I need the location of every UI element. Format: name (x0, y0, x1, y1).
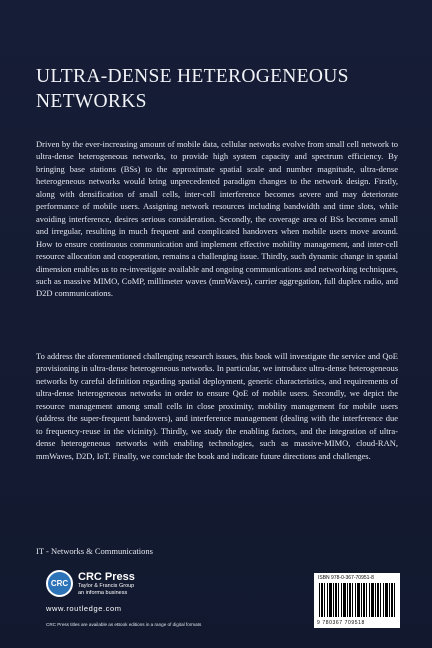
barcode-number: 9 780367 709518 (317, 620, 365, 626)
barcode (314, 573, 400, 628)
publisher-name-block (78, 571, 135, 597)
description-paragraph-2: To address the aforementioned challenging research issues, this book will investigate the service and QoE provisioning in ultra-dense heterogeneous networks. In particular, we introduce ultra-dense heterogeneous networks by careful definition regarding spatial deployment, generic characteristics, and requirements of ultra-dense heterogeneous networks in order to ensure QoE of mobile users. Secondly, we depict the resource management among small cells in close proximity, mobility management for mobile users (address the super-frequent handovers), and interference management (dealing with the interference due to frequency-reuse in the vicinity). Thirdly, we study the enabling factors, and the integration of ultra-dense heterogeneous networks with enabling technologies, such as massive-MIMO, cloud-RAN, mmWaves, D2D, IoT. Finally, we conclude the book and indicate future directions and challenges. (36, 351, 398, 461)
book-title: ULTRA-DENSE HETEROGENEOUS NETWORKS (36, 66, 349, 112)
publisher-group: Taylor & Francis Group (78, 582, 135, 589)
publisher-tagline: an informa business (78, 589, 128, 596)
subject-category: IT - Networks & Communications (36, 546, 153, 556)
publisher-url[interactable]: www.routledge.com (46, 604, 122, 613)
publisher-name: CRC Press (78, 570, 135, 583)
crc-logo-icon: CRC (46, 570, 73, 597)
barcode-bars-icon (319, 583, 395, 617)
description-paragraph-1: Driven by the ever-increasing amount of mobile data, cellular networks evolve from small cell network to ultra-dense heterogeneous networks, to provide high system capacity and spectrum efficiency. By bringing base stations (BSs) to the approximate spatial scale and number magnitude, ultra-dense heterogeneous networks would bring unprecedented paradigm changes to the network design. Firstly, along with densification of small cells, inter-cell interference becomes severe and may deteriorate performance of mobile users. Assigning network resources including bandwidth and time slots, while avoiding interference, desires serious consideration. Secondly, the coverage area of BSs becomes small and irregular, resulting in much frequent and complicated handovers when mobile users move around. How to ensure continuous communication and implement effective mobility management, and inter-cell resource allocation and cooperation, remains a challenging issue. Thirdly, such dynamic change in spatial dimension enables us to re-investigate available and ongoing communications and networking techniques, such as massive MIMO, CoMP, millimeter waves (mmWaves), carrier aggregation, full duplex radio, and D2D communications. (36, 139, 398, 299)
isbn-text: ISBN 978-0-367-70951-8 (318, 575, 374, 581)
ebook-note: CRC Press titles are available as eBook editions in a range of digital formats (46, 622, 202, 627)
publisher-logo (46, 570, 135, 597)
